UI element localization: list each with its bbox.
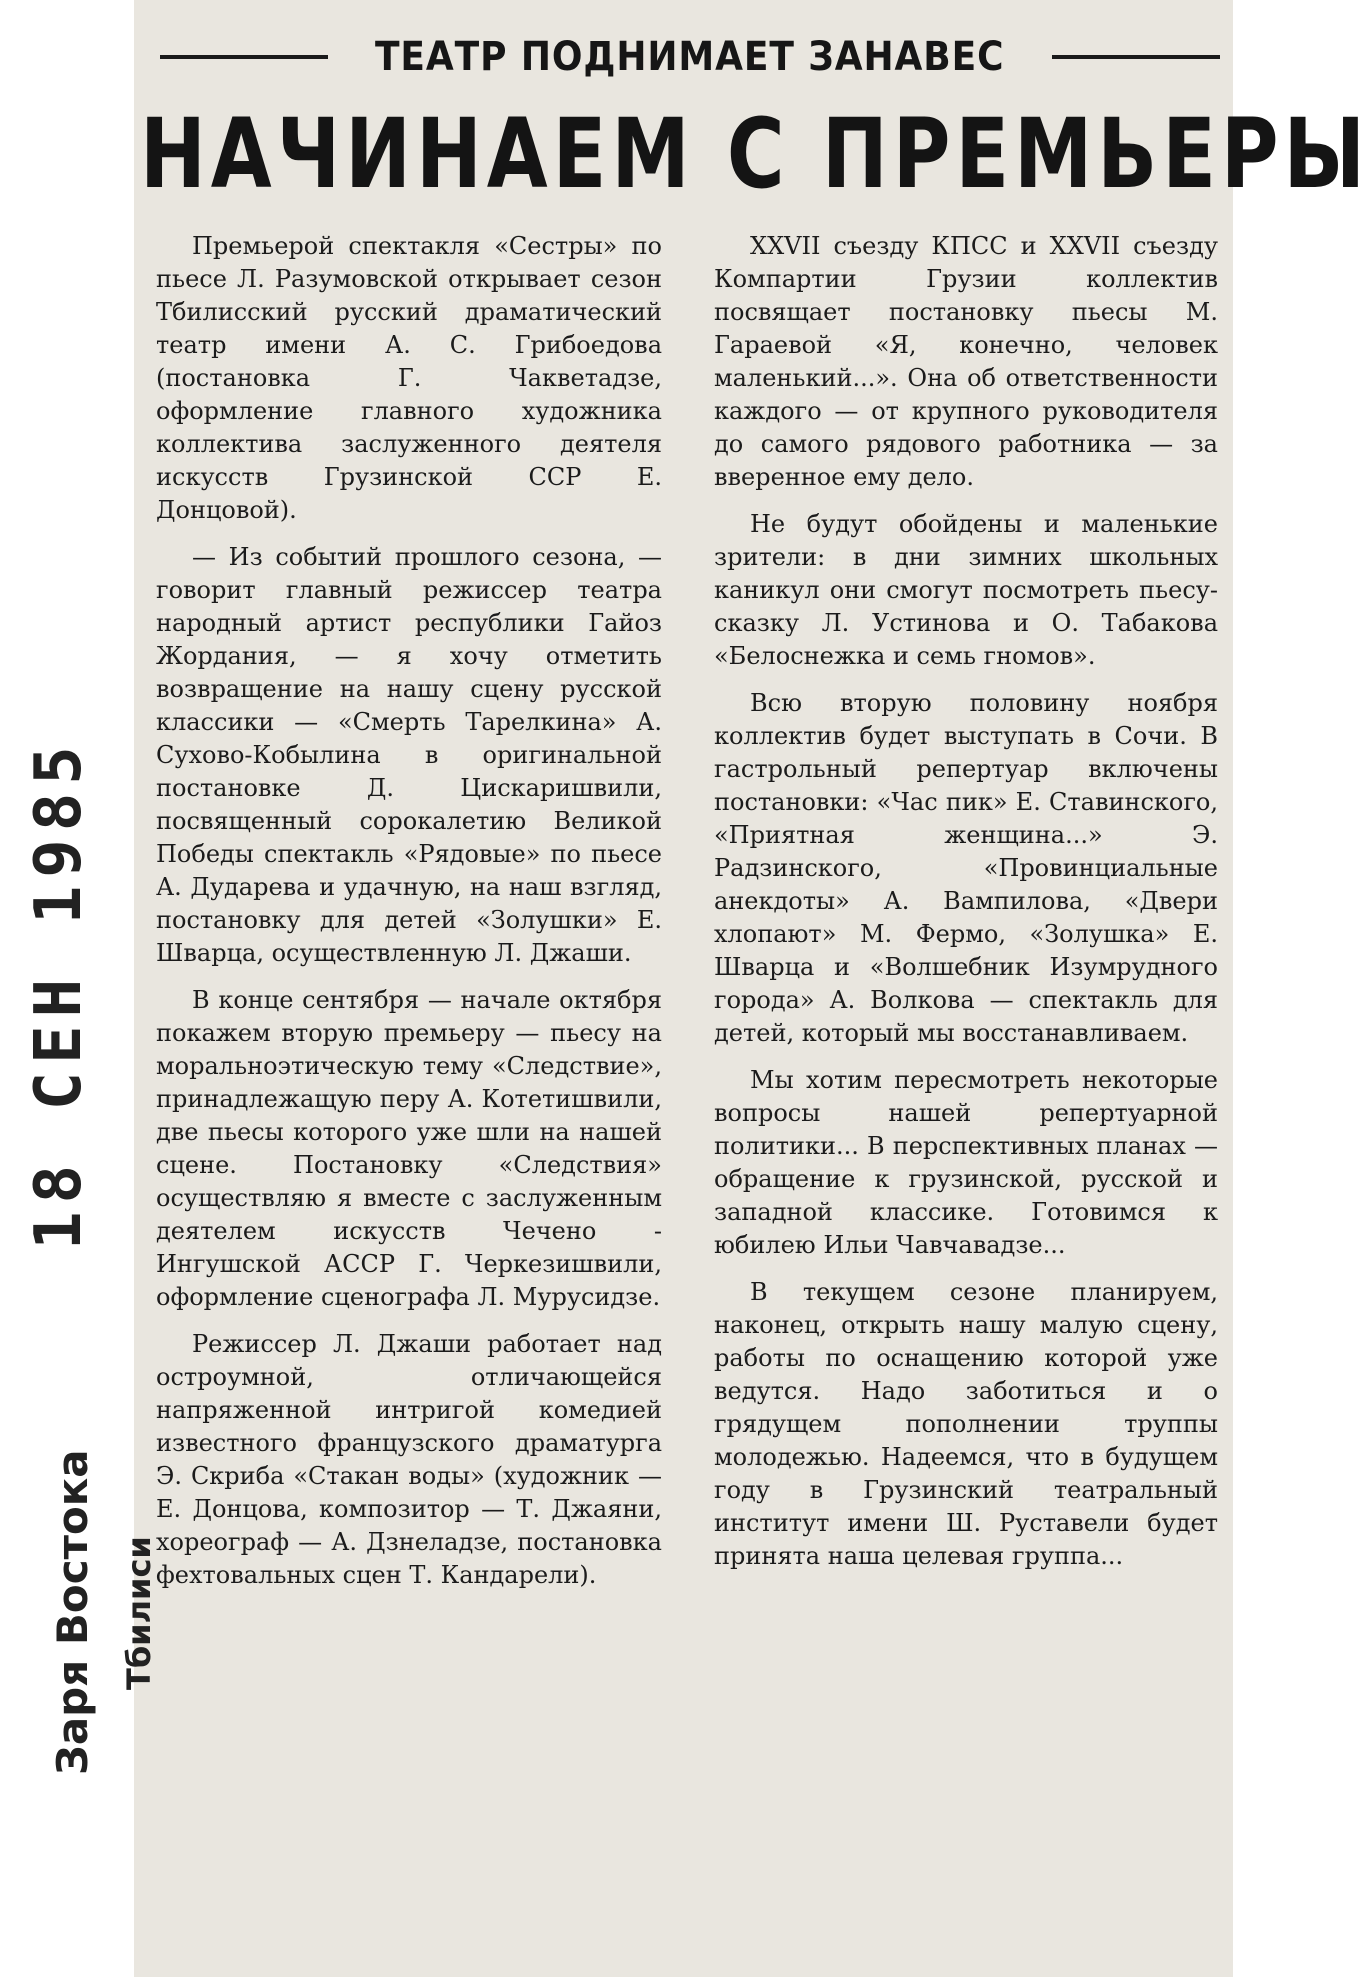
right-column: [714, 230, 1218, 1587]
headline: НАЧИНАЕМ С ПРЕМЬЕРЫ: [140, 98, 1370, 210]
kicker-rule-right: [1052, 55, 1220, 59]
paragraph: Премьерой спектакля «Сестры» по пьесе Л. Разумовской открывает сезон Тбилисский русский драматический театр имени А. С. Грибоедова (постановка Г. Чакветадзе, оформление главного художника коллектива заслуженного деятеля искусств Грузинской ССР Е. Донцовой).: [156, 232, 662, 524]
left-column: [156, 230, 662, 1606]
paragraph: XXVII съезду КПСС и XXVII съезду Компартии Грузии коллектив посвящает постановку пьесы М. Гараевой «Я, конечно, человек маленький...». Она об ответственности каждого — от крупного руководителя до самого рядового работника — за вверенное ему дело.: [714, 232, 1218, 491]
kicker-row: [160, 26, 1220, 88]
city-stamp: Тбилиси: [120, 1536, 158, 1690]
date-stamp: 18 СЕН 1985: [22, 738, 96, 1250]
kicker: ТЕАТР ПОДНИМАЕТ ЗАНАВЕС: [375, 34, 1005, 80]
paragraph: В конце сентября — начале октября покажем вторую премьеру — пьесу на моральноэтическую тему «Следствие», принадлежащую перу А. Котетишвили, две пьесы которого уже шли на нашей сцене. Постановку «Следствия» осуществляю я вместе с заслуженным деятелем искусств Чечено - Ингушской АССР Г. Черкезишвили, оформление сценографа Л. Мурусидзе.: [156, 986, 662, 1311]
paragraph: — Из событий прошлого сезона, — говорит главный режиссер театра народный артист республики Гайоз Жордания, — я хочу отметить возвращение на нашу сцену русской классики — «Смерть Тарелкина» А. Сухово-Кобылина в оригинальной постановке Д. Цискаришвили, посвященный сорокалетию Великой Победы спектакль «Рядовые» по пьесе А. Дударева и удачную, на наш взгляд, постановку для детей «Золушки» Е. Шварца, осуществленную Л. Джаши.: [156, 543, 662, 967]
paragraph: Режиссер Л. Джаши работает над остроумной, отличающейся напряженной интригой комедией известного французского драматурга Э. Скриба «Стакан воды» (художник — Е. Донцова, композитор — Т. Джаяни, хореограф — А. Дзнеладзе, постановка фехтовальных сцен Т. Кандарели).: [156, 1330, 662, 1589]
paragraph: Не будут обойдены и маленькие зрители: в дни зимних школьных каникул они смогут посмотреть пьесу-сказку Л. Устинова и О. Табакова «Белоснежка и семь гномов».: [714, 510, 1218, 670]
paragraph: Всю вторую половину ноября коллектив будет выступать в Сочи. В гастрольный репертуар включены постановки: «Час пик» Е. Ставинского, «Приятная женщина...» Э. Радзинского, «Провинциальные анекдоты» А. Вампилова, «Двери хлопают» М. Фермо, «Золушка» Е. Шварца и «Волшебник Изумрудного города» А. Волкова — спектакль для детей, который мы восстанавливаем.: [714, 689, 1218, 1047]
paragraph: В текущем сезоне планируем, наконец, открыть нашу малую сцену, работы по оснащению которой уже ведутся. Надо заботиться и о грядущем пополнении труппы молодежью. Надеемся, что в будущем году в Грузинский театральный институт имени Ш. Руставели будет принята наша целевая группа...: [714, 1278, 1218, 1570]
newspaper-name-stamp: Заря Востока: [48, 1449, 97, 1775]
kicker-rule-left: [160, 55, 328, 59]
paragraph: Мы хотим пересмотреть некоторые вопросы нашей репертуарной политики... В перспективных планах — обращение к грузинской, русской и западной классике. Готовимся к юбилею Ильи Чавчавадзе...: [714, 1066, 1218, 1259]
